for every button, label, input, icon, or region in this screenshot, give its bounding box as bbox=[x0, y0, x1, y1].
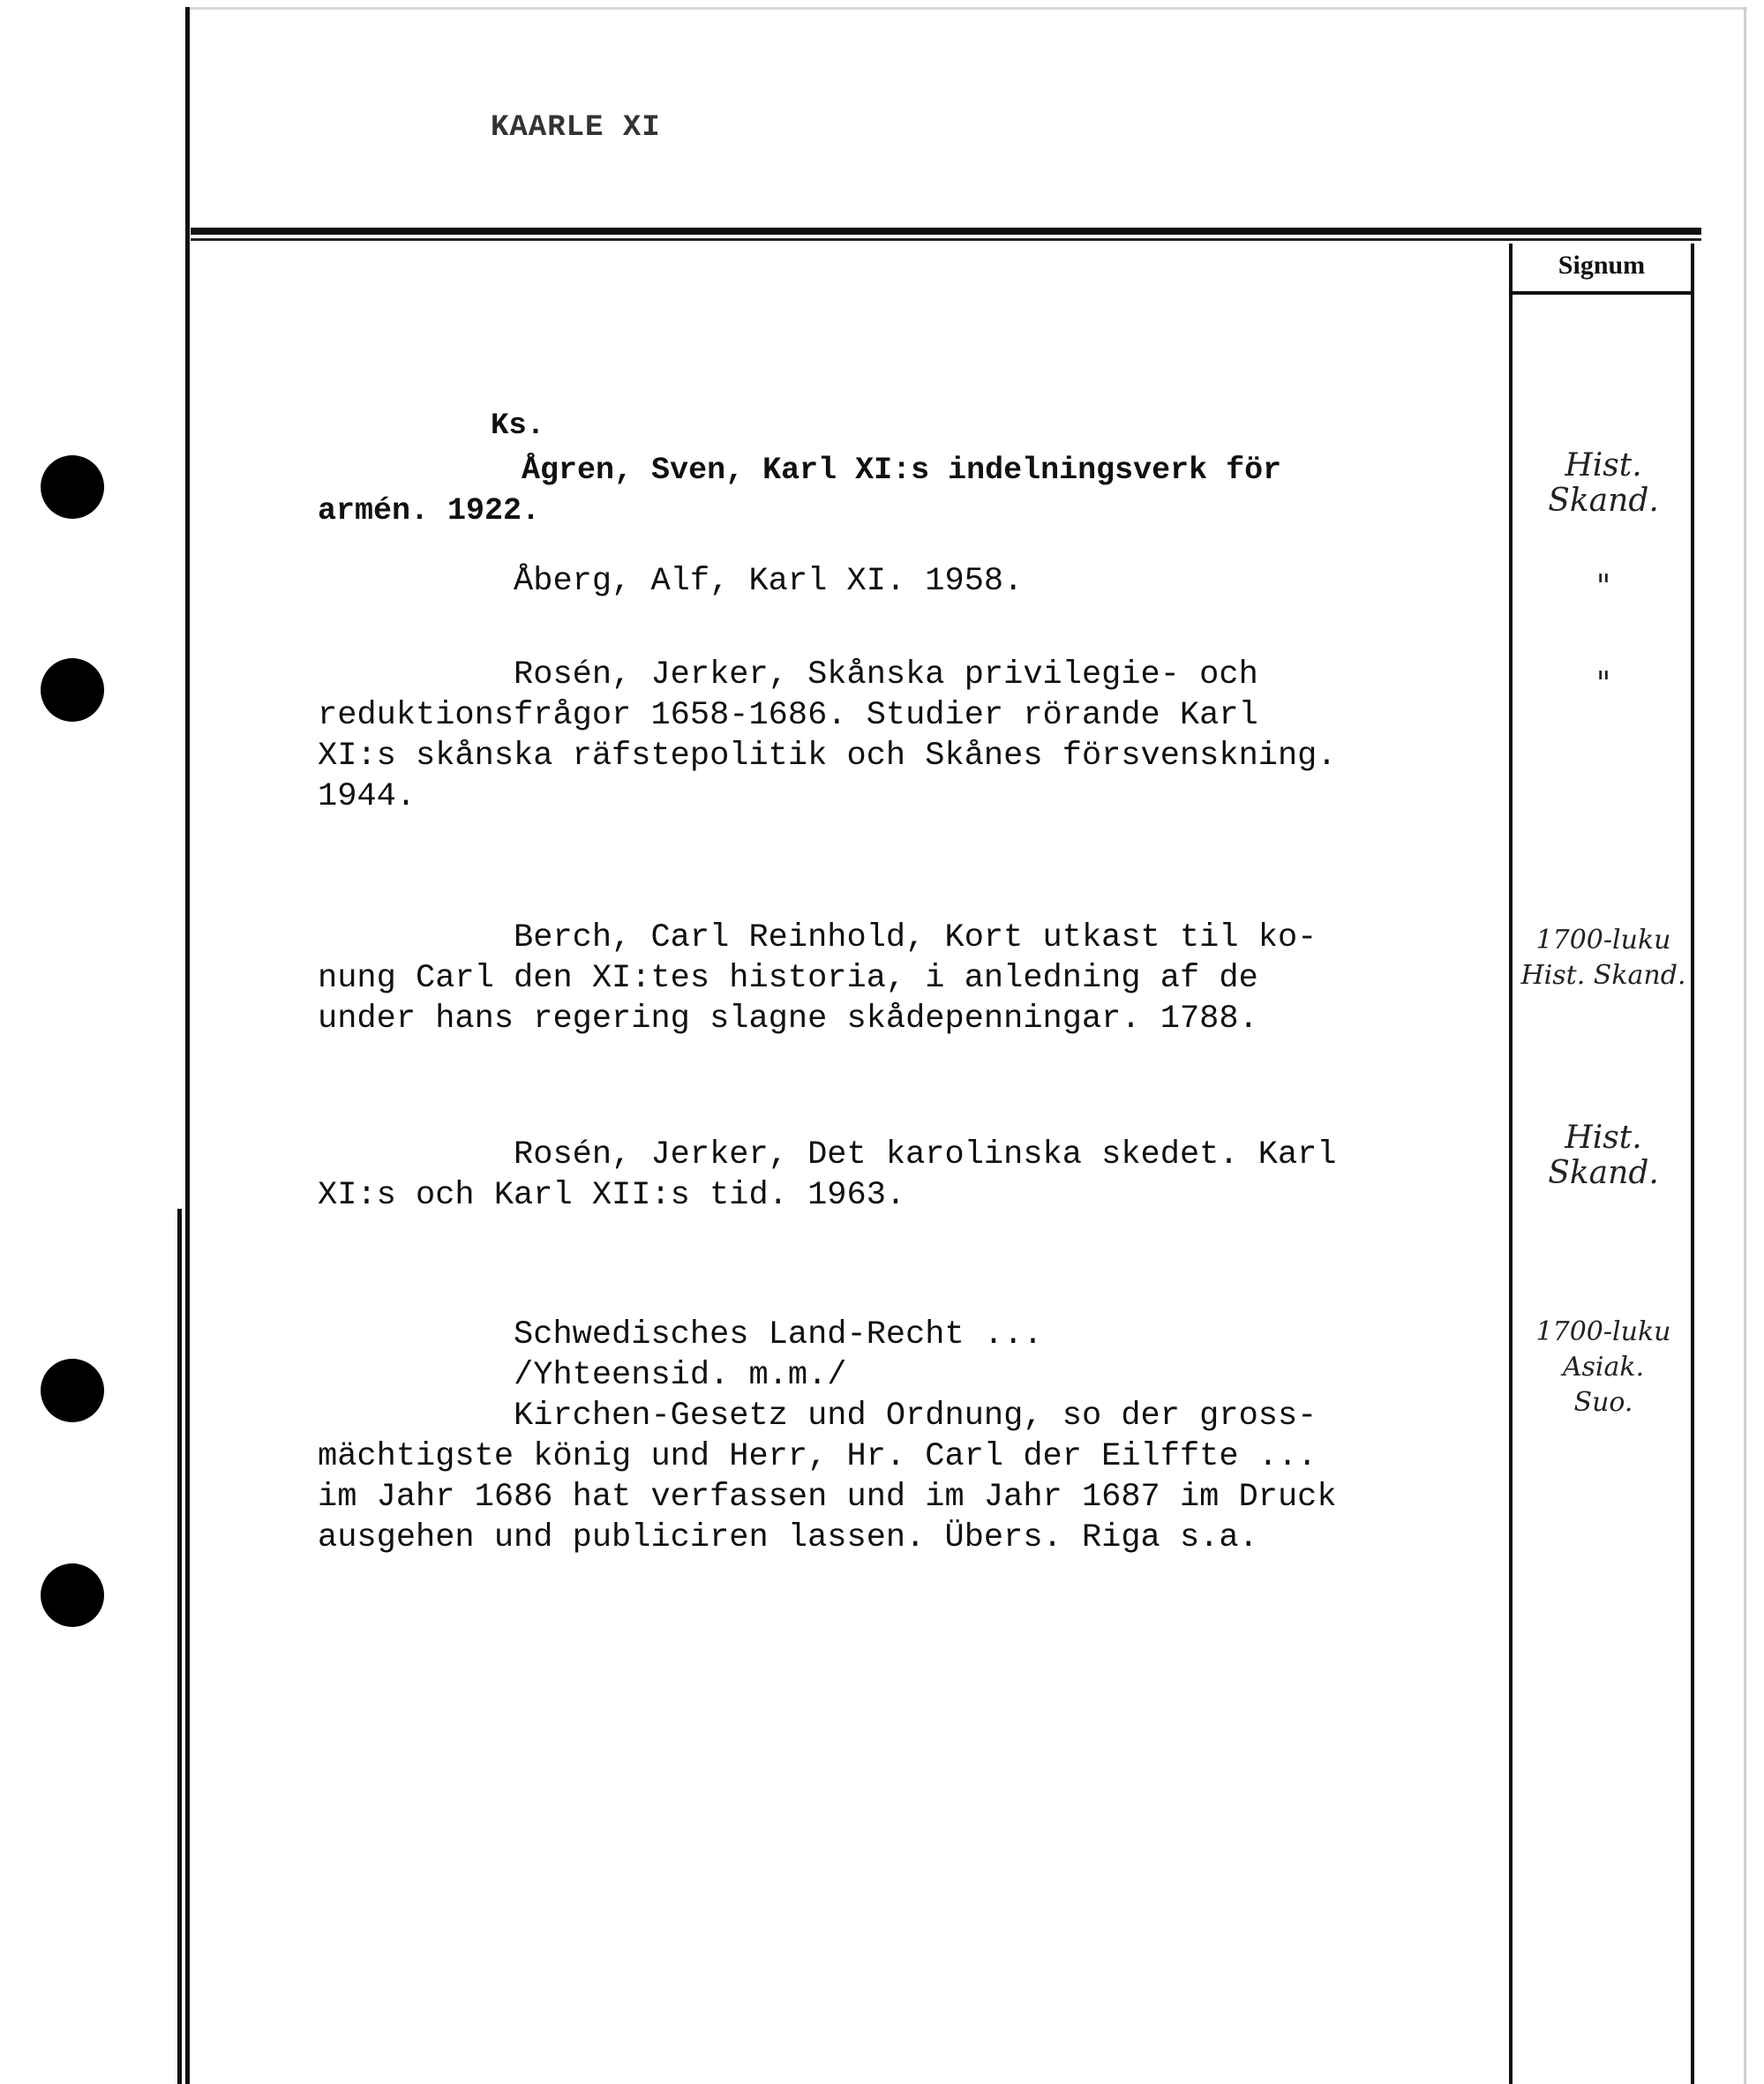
left-margin-line bbox=[185, 7, 190, 2084]
entry-schwedisches-land-recht: Schwedisches Land-Recht ... /Yhteensid. m.m./ Kirchen-Gesetz und Ordnung, so der gross- mächtigste könig und Herr, Hr. Carl der Eilffte ... im Jahr 1686 hat verfassen und im Jahr 1687 im Druck ausgehen und publiciren lassen. Übers. Riga s.a. bbox=[318, 1316, 1337, 1556]
punch-hole-1 bbox=[41, 455, 104, 519]
signum-note-1: Hist. Skand. bbox=[1548, 447, 1659, 519]
card-right-edge bbox=[1744, 7, 1746, 2084]
signum-note-6: 1700-luku Asiak. Suo. bbox=[1535, 1316, 1671, 1418]
left-margin-line-lower bbox=[177, 1209, 182, 2084]
entry-berch: Berch, Carl Reinhold, Kort utkast til ko- nung Carl den XI:tes historia, i anledning af de under hans regering slagne skådepenningar. 1788. bbox=[318, 919, 1317, 1038]
header-rule-thin bbox=[191, 238, 1701, 241]
signum-note-5: Hist. Skand. bbox=[1548, 1120, 1659, 1191]
signum-note-2: " bbox=[1595, 569, 1611, 605]
signum-column-header: Signum bbox=[1558, 251, 1646, 280]
signum-column-right-border bbox=[1691, 244, 1694, 2084]
entry-aberg: Åberg, Alf, Karl XI. 1958. bbox=[318, 563, 1024, 600]
entry-agren: Ågren, Sven, Karl XI:s indelningsverk för armén. 1922. bbox=[318, 453, 1282, 528]
punch-hole-2 bbox=[41, 658, 104, 722]
signum-column-left-border bbox=[1509, 244, 1513, 2084]
signum-header-rule bbox=[1511, 291, 1693, 295]
entry-rosen-privilegie: Rosén, Jerker, Skånska privilegie- och reduktionsfrågor 1658-1686. Studier rörande Karl XI:s skånska räfstepolitik och Skånes försvenskning. 1944. bbox=[318, 656, 1337, 815]
signum-note-3: " bbox=[1595, 666, 1611, 702]
signum-note-4: 1700-luku Hist. Skand. bbox=[1520, 925, 1686, 991]
header-rule-thick bbox=[191, 228, 1701, 235]
card-heading: KAARLE XI bbox=[491, 111, 661, 145]
entry-rosen-karolinska: Rosén, Jerker, Det karolinska skedet. Karl XI:s och Karl XII:s tid. 1963. bbox=[318, 1136, 1337, 1214]
card-top-edge bbox=[185, 7, 1747, 10]
punch-hole-4 bbox=[41, 1563, 104, 1627]
punch-hole-3 bbox=[41, 1359, 104, 1422]
shelf-mark: Ks. bbox=[491, 409, 545, 443]
